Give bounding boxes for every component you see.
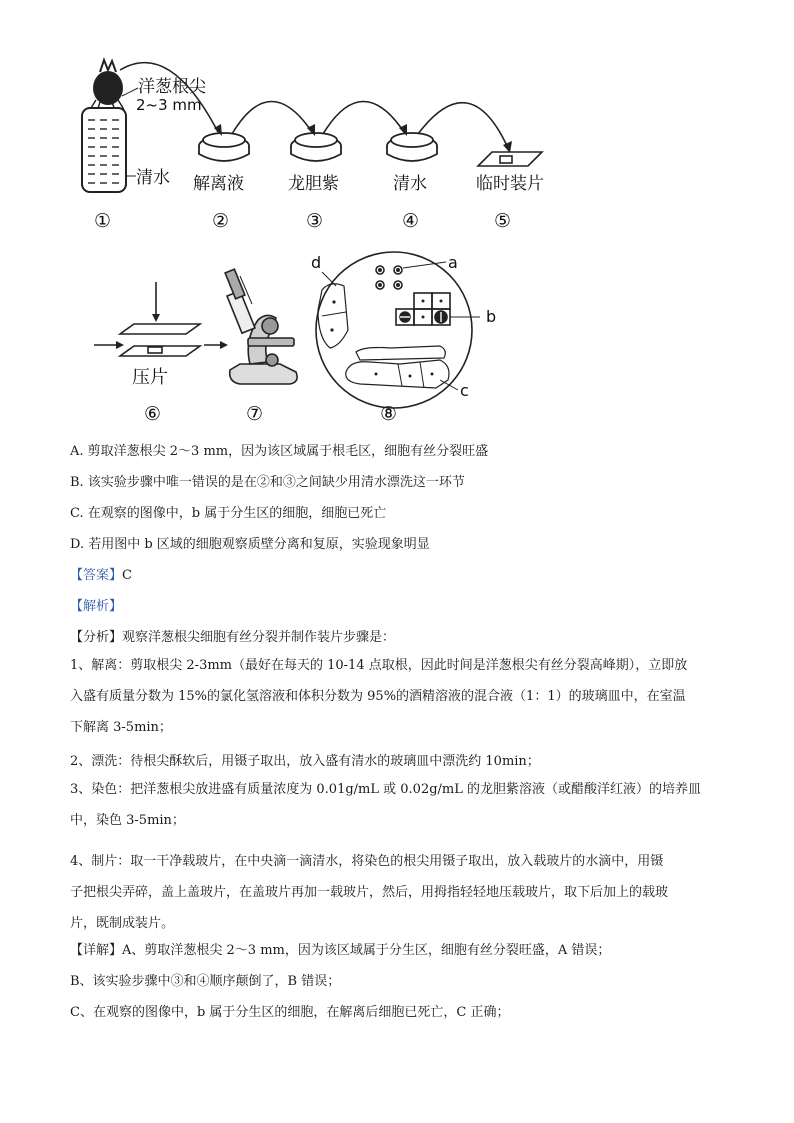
label-d: d (311, 253, 322, 272)
step-number-4: ④ (402, 210, 420, 232)
step-4-line: 子把根尖弄碎，盖上盖玻片，在盖玻片再加一载玻片，然后，用拇指轻轻地压载玻片，取下后加上的载玻 (70, 885, 669, 900)
label-water-2: 清水 (393, 174, 427, 194)
microscope-illustration (225, 269, 297, 384)
label-a: a (448, 253, 458, 272)
option-b: B. 该实验步骤中唯一错误的是在②和③之间缺少用清水漂洗这一环节 (70, 475, 465, 490)
temporary-slide-icon (478, 152, 542, 166)
analysis-step-3 (70, 774, 730, 836)
dish-water (387, 133, 437, 161)
option-a: A. 剪取洋葱根尖 2～3 mm，因为该区域属于根毛区，细胞有丝分裂旺盛 (70, 444, 489, 459)
step-4-line: 4、制片：取一干净载玻片，在中央滴一滴清水，将染色的根尖用镊子取出，放入载玻片的水滴中，用镊 (70, 854, 664, 869)
step-4-line: 片，既制成装片。 (70, 916, 175, 931)
option-d: D. 若用图中 b 区域的细胞观察质壁分离和复原，实验现象明显 (70, 537, 430, 552)
step-1-line: 1、解离：剪取根尖 2-3mm（最好在每天的 10-14 点取根，因此时间是洋葱根尖有丝分裂高峰期），立即放 (70, 658, 688, 673)
label-root-tip: 洋葱根尖 (138, 77, 206, 97)
answer-value: C (122, 568, 132, 583)
detail-label: 【详解】 (70, 943, 123, 958)
detail-line-a (70, 942, 610, 960)
step-number-3: ③ (306, 210, 324, 232)
label-c: c (460, 381, 469, 400)
step-number-1: ① (94, 210, 112, 232)
label-length: 2~3 mm (136, 96, 202, 114)
label-slide: 临时装片 (476, 174, 544, 194)
dish-stain (291, 133, 341, 161)
step-number-7: ⑦ (246, 403, 264, 425)
pressing-illustration (94, 282, 228, 356)
analysis-step-2: 2、漂洗：待根尖酥软后，用镊子取出，放入盛有清水的玻璃皿中漂洗约 10min； (70, 754, 540, 769)
dish-dissociation (199, 133, 249, 161)
analysis-intro-label: 【分析】 (70, 630, 123, 645)
experiment-figure (0, 0, 794, 440)
analysis-step-4 (70, 846, 730, 939)
microscope-view (316, 252, 480, 408)
step-number-5: ⑤ (494, 210, 512, 232)
option-c: C. 在观察的图像中，b 属于分生区的细胞，细胞已死亡 (70, 506, 387, 521)
step-1-line: 下解离 3-5min； (70, 720, 172, 735)
label-stain: 龙胆紫 (288, 174, 339, 194)
answer-label: 【答案】 (70, 568, 123, 583)
step-number-6: ⑥ (144, 403, 162, 425)
label-dissociation: 解离液 (193, 174, 244, 194)
step-number-2: ② (212, 210, 230, 232)
step-3-line: 3、染色：把洋葱根尖放进盛有质量浓度为 0.01g/mL 或 0.02g/mL 的龙胆紫溶液（或醋酸洋红液）的培养皿 (70, 782, 702, 797)
analysis-label: 【解析】 (70, 599, 123, 614)
analysis-intro: 观察洋葱根尖细胞有丝分裂并制作装片步骤是： (122, 630, 396, 645)
answer-line (70, 567, 132, 585)
label-water-1: 清水 (136, 168, 170, 188)
label-press: 压片 (132, 367, 168, 388)
onion-jar-illustration (82, 60, 138, 192)
detail-line-b: B、该实验步骤中③和④顺序颠倒了，B 错误； (70, 974, 341, 989)
step-3-line: 中，染色 3-5min； (70, 813, 185, 828)
step-1-line: 入盛有质量分数为 15%的氯化氢溶液和体积分数为 95%的酒精溶液的混合液（1：1）的玻璃皿中，在室温 (70, 689, 686, 704)
analysis-intro-line (70, 629, 395, 647)
step-number-8: ⑧ (380, 403, 398, 425)
detail-line-c: C、在观察的图像中，b 属于分生区的细胞，在解离后细胞已死亡，C 正确； (70, 1005, 510, 1020)
analysis-step-1 (70, 650, 730, 743)
label-b: b (486, 307, 497, 326)
detail-text-a: A、剪取洋葱根尖 2～3 mm，因为该区域属于分生区，细胞有丝分裂旺盛，A 错误； (122, 943, 611, 958)
